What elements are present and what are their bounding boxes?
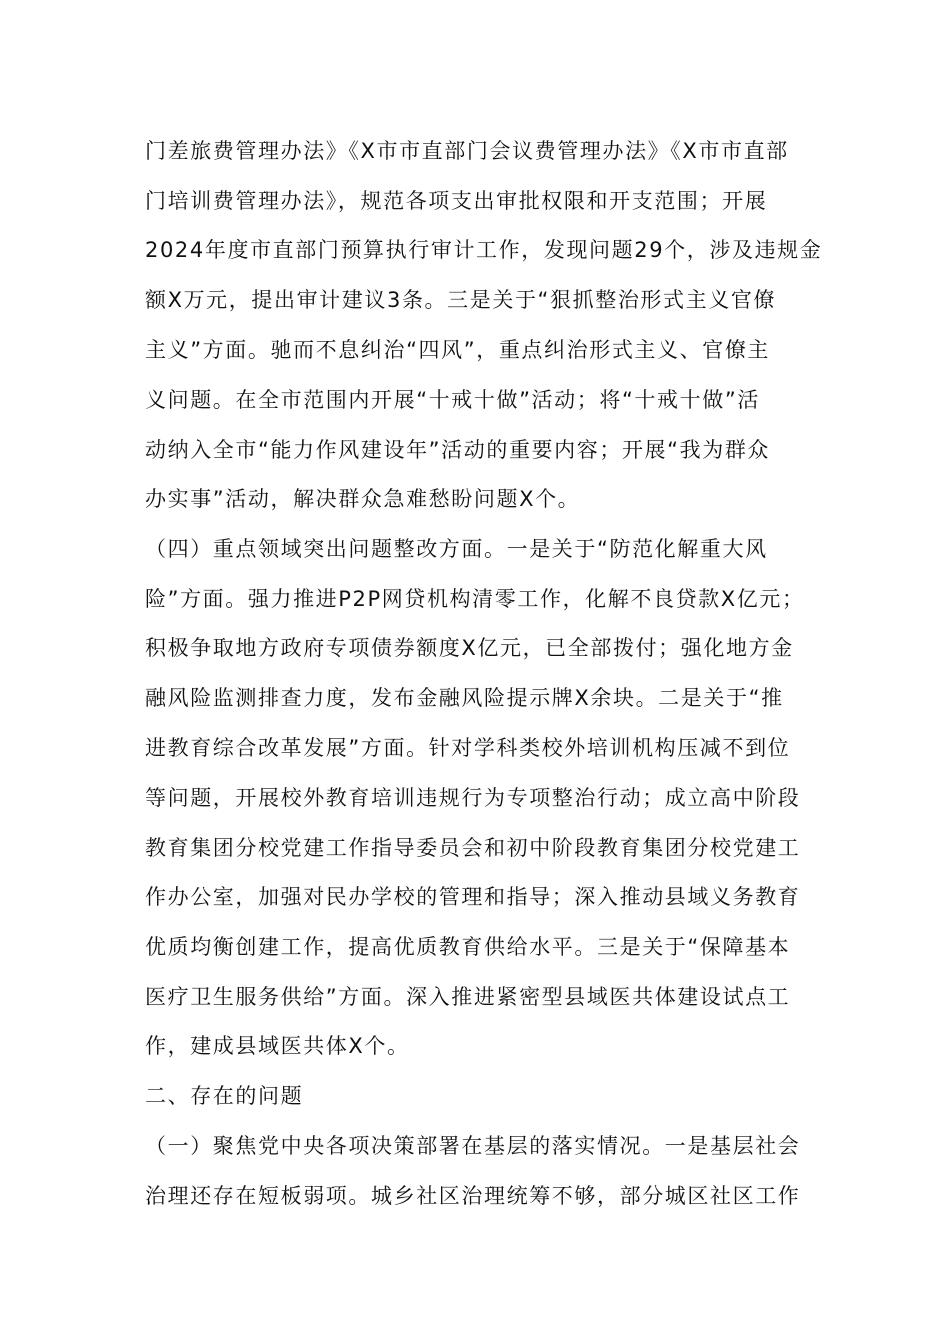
- text-line: 融风险监测排查力度，发布金融风险提示牌X余块。二是关于“推: [145, 686, 784, 710]
- text-line: 教育集团分校党建工作指导委员会和初中阶段教育集团分校党建工: [145, 836, 801, 860]
- text-line: 医疗卫生服务供给”方面。深入推进紧密型县域医共体建设试点工: [145, 985, 791, 1009]
- text-line: 义问题。在全市范围内开展“十戒十做”活动；将“十戒十做”活: [145, 388, 760, 412]
- text-line: 治理还存在短板弱项。城乡社区治理统筹不够，部分城区社区工作: [145, 1184, 801, 1208]
- subsection-heading-1: （一）聚焦党中央各项决策部署在基层的落实情况。一是基层社会: [145, 1134, 801, 1158]
- text-line: 动纳入全市“能力作风建设年”活动的重要内容；开展“我为群众: [145, 438, 771, 462]
- text-line: 门培训费管理办法》，规范各项支出审批权限和开支范围；开展: [145, 189, 768, 213]
- section-heading-4: （四）重点领域突出问题整改方面。一是关于“防范化解重大风: [145, 537, 768, 561]
- text-line: 2024年度市直部门预算执行审计工作，发现问题29个，涉及违规金: [145, 238, 823, 262]
- text-line: 作办公室，加强对民办学校的管理和指导；深入推动县域义务教育: [145, 885, 801, 909]
- text-line: 险”方面。强力推进P2P网贷机构清零工作，化解不良贷款X亿元；: [145, 587, 805, 611]
- text-line: 作，建成县域医共体X个。: [145, 1034, 410, 1058]
- section-heading-2: 二、存在的问题: [145, 1084, 304, 1108]
- text-line: 额X万元，提出审计建议3条。三是关于“狠抓整治形式主义官僚: [145, 288, 777, 312]
- text-line: 等问题，开展校外教育培训违规行为专项整治行动；成立高中阶段: [145, 786, 801, 810]
- text-line: 优质均衡创建工作，提高优质教育供给水平。三是关于“保障基本: [145, 935, 791, 959]
- text-line: 主义”方面。驰而不息纠治“四风”，重点纠治形式主义、官僚主: [145, 338, 771, 362]
- text-line: 办实事”活动，解决群众急难愁盼问题X个。: [145, 487, 581, 511]
- text-line: 门差旅费管理办法》《X市市直部门会议费管理办法》《X市市直部: [145, 139, 789, 163]
- text-line: 进教育综合改革发展”方面。针对学科类校外培训机构压减不到位: [145, 736, 791, 760]
- text-line: 积极争取地方政府专项债券额度X亿元，已全部拨付；强化地方金: [145, 636, 794, 660]
